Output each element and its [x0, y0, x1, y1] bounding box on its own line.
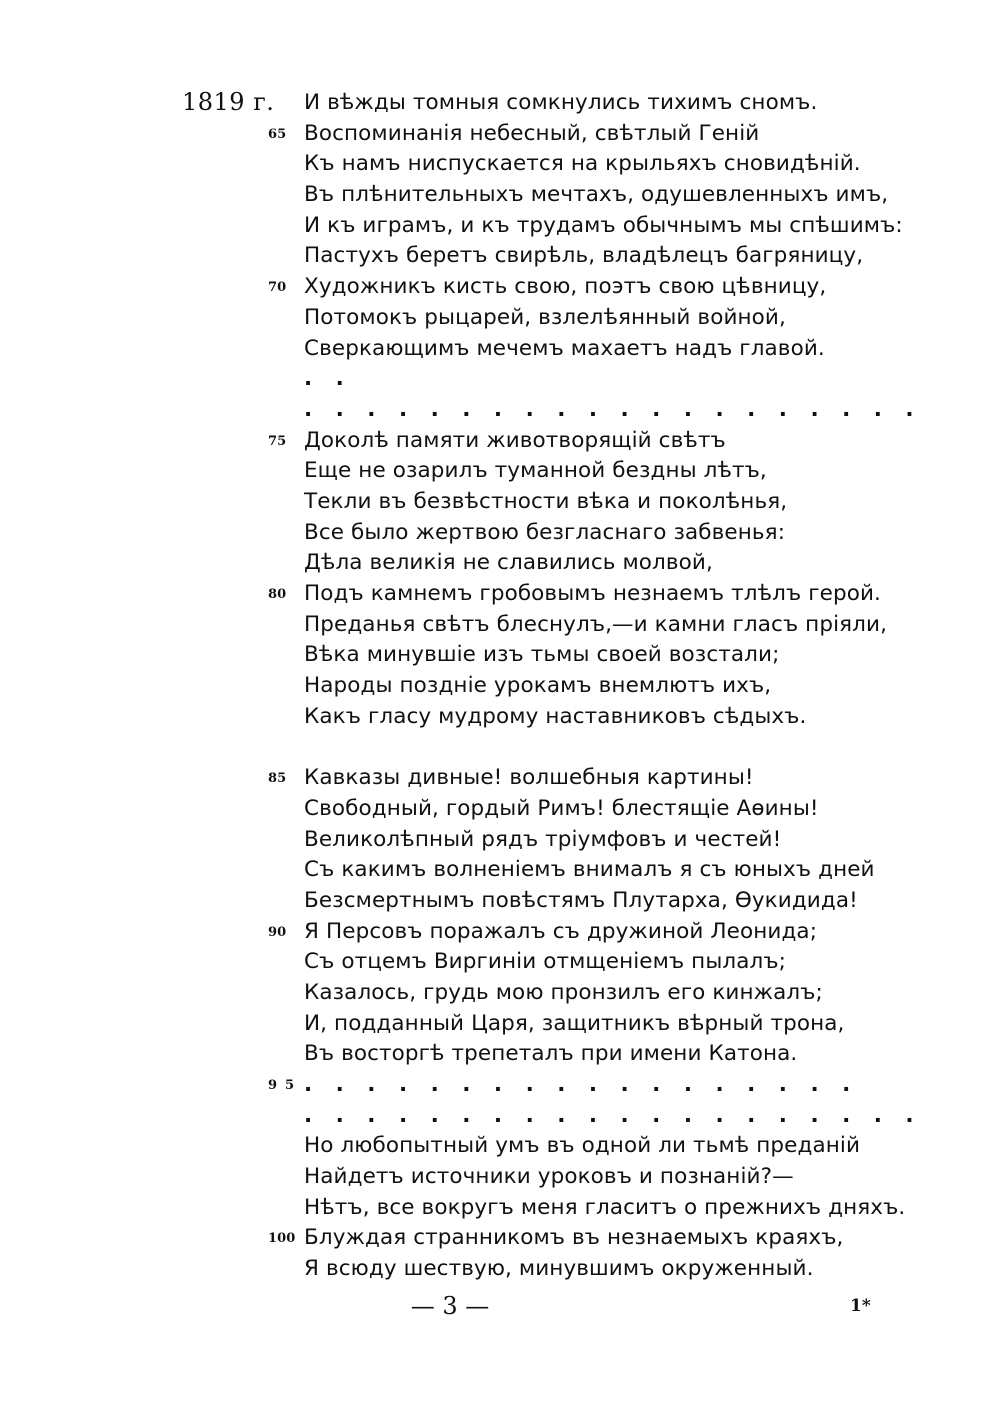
verse-line — [304, 88, 904, 119]
verse-line — [268, 763, 904, 794]
line-number: 65 — [268, 126, 287, 142]
verse-text: Въ восторгѣ трепеталъ при имени Катона. — [304, 1041, 798, 1067]
verse-text: Нѣтъ, все вокругъ меня гласитъ о прежнихъ дняхъ. — [304, 1194, 906, 1220]
line-number: 90 — [268, 924, 287, 940]
verse-line — [268, 1223, 904, 1254]
verse-text: Я Персовъ поражалъ съ дружиной Леонида; — [304, 918, 818, 944]
verse-line — [268, 426, 904, 457]
line-number: 95 — [268, 1078, 303, 1093]
page-number: — 3 — — [410, 1292, 490, 1320]
verse-text: . . . . . . . . . . . . . . . . . . . . — [304, 396, 922, 422]
verse-line — [304, 1131, 904, 1162]
verse-line — [304, 886, 904, 917]
verse-text: Съ отцемъ Виргиніи отмщеніемъ пылалъ; — [304, 949, 787, 975]
verse-text: . . — [304, 366, 352, 392]
verse-text: И къ играмъ, и къ трудамъ обычнымъ мы спѣшимъ: — [304, 212, 903, 238]
verse-line — [304, 794, 904, 825]
verse-line — [304, 702, 904, 733]
verse-text: Доколѣ памяти животворящій свѣтъ — [304, 427, 726, 453]
verse-text: Безсмертнымъ повѣстямъ Плутарха, Ѳукидида! — [304, 887, 858, 913]
verse-line — [304, 180, 904, 211]
verse-text: Но любопытный умъ въ одной ли тьмѣ преданій — [304, 1133, 861, 1159]
verse-text: Еще не озарилъ туманной бездны лѣтъ, — [304, 458, 767, 484]
verse-text: Пастухъ беретъ свирѣль, владѣлецъ багряницу, — [304, 243, 864, 269]
verse-text: . . . . . . . . . . . . . . . . . . . . — [304, 1102, 922, 1128]
verse-text: Свободный, гордый Римъ! блестящіе Аѳины! — [304, 795, 819, 821]
ellipsis-line — [304, 1101, 922, 1132]
verse-text: Текли въ безвѣстности вѣка и поколѣнья, — [304, 488, 788, 514]
line-number: 75 — [268, 433, 287, 449]
verse-text: Найдетъ источники уроковъ и познаній?— — [304, 1164, 794, 1190]
verse-line — [304, 548, 904, 579]
verse-text: Вѣка минувшіе изъ тьмы своей возстали; — [304, 642, 780, 668]
verse-line — [304, 487, 904, 518]
verse-text: Художникъ кисть свою, поэтъ свою цѣвницу, — [304, 274, 827, 300]
verse-text: Великолѣпный рядъ тріумфовъ и честей! — [304, 826, 782, 852]
verse-text: Къ намъ ниспускается на крыльяхъ сновидѣній. — [304, 151, 861, 177]
verse-text: Потомокъ рыцарей, взлелѣянный войной, — [304, 304, 786, 330]
verse-line — [268, 579, 904, 610]
verse-line — [304, 978, 904, 1009]
verse-line — [304, 456, 904, 487]
verse-text: Съ какимъ волненіемъ внималъ я съ юныхъ дней — [304, 857, 875, 883]
verse-line — [268, 119, 904, 150]
verse-line — [304, 149, 904, 180]
verse-line — [304, 1193, 904, 1224]
verse-text: Блуждая странникомъ въ незнаемыхъ краяхъ, — [304, 1225, 844, 1251]
verse-line — [304, 671, 904, 702]
line-number: 100 — [268, 1231, 296, 1247]
verse-line — [304, 610, 904, 641]
verse-line — [304, 1039, 904, 1070]
verse-line — [304, 855, 904, 886]
verse-text: Въ плѣнительныхъ мечтахъ, одушевленныхъ имъ, — [304, 182, 889, 208]
verse-text: Подъ камнемъ гробовымъ незнаемъ тлѣлъ герой. — [304, 581, 881, 606]
verse-text: Все было жертвою безгласнаго забвенья: — [304, 519, 786, 545]
ellipsis-line — [268, 1070, 904, 1101]
verse-text: Воспоминанія небесный, свѣтлый Геній — [304, 120, 760, 146]
verse-line — [304, 334, 904, 365]
verse-line — [304, 211, 904, 242]
line-number: 80 — [268, 587, 287, 602]
verse-line — [304, 1009, 904, 1040]
stanza-gap — [304, 732, 904, 763]
year-marker: 1819 г. — [182, 88, 275, 116]
verse-text: . . . . . . . . . . . . . . . . . . — [304, 1072, 859, 1097]
line-number: 85 — [268, 771, 287, 787]
verse-text: Казалось, грудь мою пронзилъ его кинжалъ; — [304, 979, 823, 1005]
line-number: 70 — [268, 280, 287, 296]
verse-line — [304, 241, 904, 272]
verse-line — [268, 917, 904, 948]
verse-text: Сверкающимъ мечемъ махаетъ надъ главой. — [304, 335, 825, 361]
poem-body — [268, 88, 922, 1285]
verse-text: Какъ гласу мудрому наставниковъ сѣдыхъ. — [304, 703, 807, 729]
verse-line — [268, 272, 904, 303]
verse-line — [304, 640, 904, 671]
verse-text: Дѣла великія не славились молвой, — [304, 550, 713, 576]
verse-line — [304, 1162, 904, 1193]
ellipsis-line — [304, 364, 904, 395]
ellipsis-line — [304, 395, 922, 426]
verse-line — [304, 1254, 904, 1285]
verse-line — [304, 947, 904, 978]
verse-text: Я всюду шествую, минувшимъ окруженный. — [304, 1256, 814, 1282]
verse-line — [304, 518, 904, 549]
verse-line — [304, 303, 904, 334]
verse-text: Кавказы дивные! волшебныя картины! — [304, 765, 754, 791]
verse-text: Народы поздніе урокамъ внемлютъ ихъ, — [304, 673, 772, 699]
signature-mark: 1* — [850, 1296, 871, 1316]
verse-text: Преданья свѣтъ блеснулъ,—и камни гласъ пріяли, — [304, 611, 888, 637]
verse-line — [304, 825, 904, 856]
verse-text: И вѣжды томныя сомкнулись тихимъ сномъ. — [304, 90, 818, 115]
verse-text: И, подданный Царя, защитникъ вѣрный трона, — [304, 1010, 845, 1036]
